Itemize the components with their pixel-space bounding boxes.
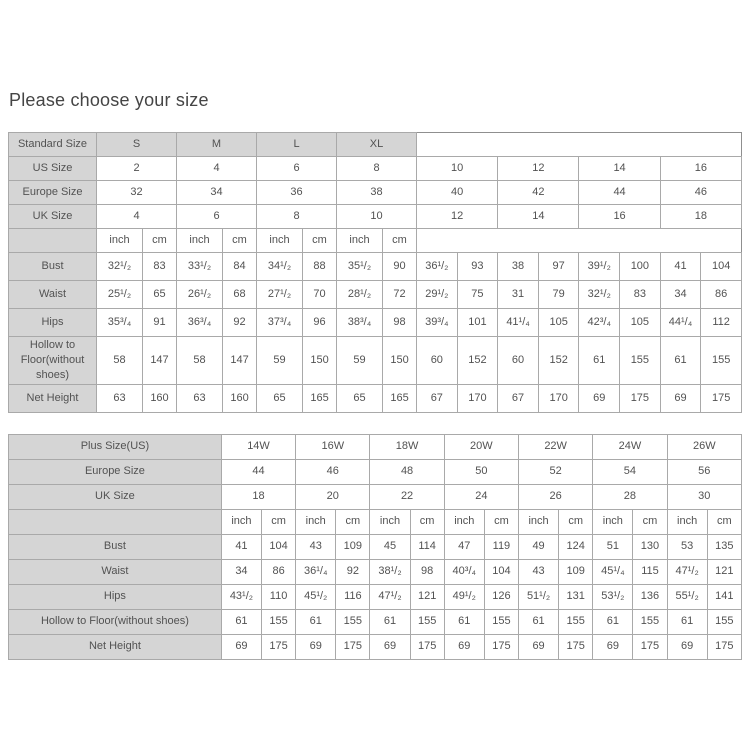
measure-value: 170 <box>538 384 579 412</box>
measure-value: 37³/₄ <box>257 309 303 337</box>
measure-value: 34 <box>221 559 261 584</box>
measure-value: 35¹/₂ <box>337 253 383 281</box>
unit-cm-label: cm <box>410 509 444 534</box>
measure-value: 49¹/₂ <box>444 584 484 609</box>
measure-value: 69 <box>660 384 701 412</box>
measure-value: 49 <box>518 534 558 559</box>
measure-value: 59 <box>257 337 303 385</box>
measure-value: 175 <box>559 634 593 659</box>
measure-value: 69 <box>579 384 620 412</box>
table-row <box>9 205 742 229</box>
measure-value: 69 <box>593 634 633 659</box>
measure-value: 65 <box>143 281 177 309</box>
plus-size-tbody <box>9 434 742 659</box>
table-row <box>9 559 742 584</box>
measure-value: 70 <box>303 281 337 309</box>
size-value: 42 <box>498 181 579 205</box>
measure-value: 175 <box>336 634 370 659</box>
measure-value: 45¹/₄ <box>593 559 633 584</box>
measure-value: 98 <box>410 559 444 584</box>
measure-value: 40³/₄ <box>444 559 484 584</box>
measure-value: 61 <box>370 609 410 634</box>
size-value: 34 <box>177 181 257 205</box>
table-row <box>9 459 742 484</box>
unit-inch-label: inch <box>518 509 558 534</box>
measure-value: 61 <box>518 609 558 634</box>
measure-value: 131 <box>559 584 593 609</box>
table-row <box>9 484 742 509</box>
measure-value: 101 <box>457 309 498 337</box>
measure-value: 90 <box>383 253 417 281</box>
row-label: Hips <box>9 584 222 609</box>
row-label: Waist <box>9 559 222 584</box>
measure-value: 112 <box>701 309 742 337</box>
measure-value: 58 <box>177 337 223 385</box>
size-value: 30 <box>667 484 741 509</box>
size-value: 14 <box>579 157 660 181</box>
measure-value: 109 <box>559 559 593 584</box>
size-value: 40 <box>417 181 498 205</box>
measure-value: 155 <box>559 609 593 634</box>
unit-inch-label: inch <box>257 229 303 253</box>
row-label: Europe Size <box>9 459 222 484</box>
size-group-header: 18W <box>370 434 444 459</box>
measure-value: 121 <box>410 584 444 609</box>
corner-label: Standard Size <box>9 133 97 157</box>
size-value: 22 <box>370 484 444 509</box>
measure-value: 34 <box>660 281 701 309</box>
size-group-header: 24W <box>593 434 667 459</box>
size-value: 12 <box>417 205 498 229</box>
size-value: 10 <box>337 205 417 229</box>
measure-value: 61 <box>579 337 620 385</box>
measure-value: 69 <box>221 634 261 659</box>
measure-value: 175 <box>410 634 444 659</box>
measure-value: 105 <box>538 309 579 337</box>
measure-value: 51 <box>593 534 633 559</box>
measure-value: 72 <box>383 281 417 309</box>
measure-value: 53¹/₂ <box>593 584 633 609</box>
measure-value: 32¹/₂ <box>97 253 143 281</box>
row-label: Europe Size <box>9 181 97 205</box>
size-value: 4 <box>177 157 257 181</box>
table-row <box>9 281 742 309</box>
measure-value: 39³/₄ <box>417 309 458 337</box>
measure-value: 175 <box>701 384 742 412</box>
measure-value: 88 <box>303 253 337 281</box>
table-row <box>9 133 742 157</box>
measure-value: 29¹/₂ <box>417 281 458 309</box>
unit-inch-label: inch <box>444 509 484 534</box>
size-value: 10 <box>417 157 498 181</box>
unit-inch-label: inch <box>221 509 261 534</box>
measure-value: 83 <box>143 253 177 281</box>
measure-value: 175 <box>633 634 667 659</box>
row-label: Net Height <box>9 384 97 412</box>
measure-value: 93 <box>457 253 498 281</box>
measure-value: 27¹/₂ <box>257 281 303 309</box>
row-label: Net Height <box>9 634 222 659</box>
measure-value: 65 <box>257 384 303 412</box>
unit-inch-label: inch <box>593 509 633 534</box>
measure-value: 55¹/₂ <box>667 584 707 609</box>
table-row <box>9 309 742 337</box>
plus-size-table <box>8 434 742 660</box>
measure-value: 61 <box>444 609 484 634</box>
measure-value: 96 <box>303 309 337 337</box>
size-value: 16 <box>579 205 660 229</box>
size-value: 6 <box>177 205 257 229</box>
measure-value: 160 <box>143 384 177 412</box>
table-row <box>9 584 742 609</box>
measure-value: 110 <box>262 584 296 609</box>
measure-value: 152 <box>538 337 579 385</box>
measure-value: 114 <box>410 534 444 559</box>
measure-value: 86 <box>701 281 742 309</box>
unit-inch-label: inch <box>370 509 410 534</box>
measure-value: 155 <box>484 609 518 634</box>
measure-value: 31 <box>498 281 539 309</box>
size-value: 12 <box>498 157 579 181</box>
measure-value: 67 <box>417 384 458 412</box>
measure-value: 45¹/₂ <box>296 584 336 609</box>
measure-value: 25¹/₂ <box>97 281 143 309</box>
measure-value: 150 <box>383 337 417 385</box>
measure-value: 41 <box>660 253 701 281</box>
page-title: Please choose your size <box>9 90 209 110</box>
measure-value: 36³/₄ <box>177 309 223 337</box>
measure-value: 160 <box>223 384 257 412</box>
unit-inch-label: inch <box>296 509 336 534</box>
size-value: 16 <box>660 157 741 181</box>
size-group-header: 20W <box>444 434 518 459</box>
table-row <box>9 634 742 659</box>
measure-value: 130 <box>633 534 667 559</box>
measure-value: 61 <box>221 609 261 634</box>
measure-value: 104 <box>262 534 296 559</box>
size-value: 4 <box>97 205 177 229</box>
measure-value: 61 <box>660 337 701 385</box>
measure-value: 34¹/₂ <box>257 253 303 281</box>
measure-value: 165 <box>383 384 417 412</box>
measure-value: 65 <box>337 384 383 412</box>
measure-value: 60 <box>498 337 539 385</box>
measure-value: 69 <box>667 634 707 659</box>
standard-size-tbody <box>9 133 742 413</box>
measure-value: 68 <box>223 281 257 309</box>
measure-value: 98 <box>383 309 417 337</box>
size-value: 54 <box>593 459 667 484</box>
measure-value: 135 <box>707 534 741 559</box>
measure-value: 69 <box>444 634 484 659</box>
size-value: 56 <box>667 459 741 484</box>
measure-value: 58 <box>97 337 143 385</box>
measure-value: 63 <box>97 384 143 412</box>
measure-value: 33¹/₂ <box>177 253 223 281</box>
measure-value: 38³/₄ <box>337 309 383 337</box>
table-row <box>9 384 742 412</box>
measure-value: 155 <box>633 609 667 634</box>
table-row <box>9 337 742 385</box>
measure-value: 61 <box>296 609 336 634</box>
size-value: 18 <box>221 484 295 509</box>
measure-value: 47 <box>444 534 484 559</box>
measure-value: 53 <box>667 534 707 559</box>
row-label: Waist <box>9 281 97 309</box>
measure-value: 116 <box>336 584 370 609</box>
measure-value: 61 <box>667 609 707 634</box>
measure-value: 155 <box>336 609 370 634</box>
size-value: 2 <box>97 157 177 181</box>
size-value: 44 <box>221 459 295 484</box>
measure-value: 150 <box>303 337 337 385</box>
unit-inch-label: inch <box>667 509 707 534</box>
measure-value: 75 <box>457 281 498 309</box>
row-label: UK Size <box>9 205 97 229</box>
measure-value: 155 <box>620 337 661 385</box>
unit-cm-label: cm <box>484 509 518 534</box>
measure-value: 97 <box>538 253 579 281</box>
size-value: 36 <box>257 181 337 205</box>
measure-value: 35³/₄ <box>97 309 143 337</box>
measure-value: 26¹/₂ <box>177 281 223 309</box>
table-row <box>9 534 742 559</box>
measure-value: 175 <box>707 634 741 659</box>
row-label: Hips <box>9 309 97 337</box>
measure-value: 67 <box>498 384 539 412</box>
measure-value: 121 <box>707 559 741 584</box>
size-group-header: 26W <box>667 434 741 459</box>
unit-cm-label: cm <box>633 509 667 534</box>
size-group-header: 14W <box>221 434 295 459</box>
size-value: 20 <box>296 484 370 509</box>
measure-value: 126 <box>484 584 518 609</box>
measure-value: 39¹/₂ <box>579 253 620 281</box>
table-row <box>9 229 742 253</box>
measure-value: 51¹/₂ <box>518 584 558 609</box>
measure-value: 69 <box>296 634 336 659</box>
corner-label: Plus Size(US) <box>9 434 222 459</box>
measure-value: 92 <box>223 309 257 337</box>
measure-value: 47¹/₂ <box>370 584 410 609</box>
measure-value: 36¹/₂ <box>417 253 458 281</box>
size-value: 32 <box>97 181 177 205</box>
size-value: 18 <box>660 205 741 229</box>
measure-value: 60 <box>417 337 458 385</box>
measure-value: 141 <box>707 584 741 609</box>
measure-value: 104 <box>484 559 518 584</box>
unit-cm-label: cm <box>223 229 257 253</box>
measure-value: 61 <box>593 609 633 634</box>
measure-value: 115 <box>633 559 667 584</box>
size-value: 26 <box>518 484 592 509</box>
measure-value: 175 <box>484 634 518 659</box>
size-value: 50 <box>444 459 518 484</box>
measure-value: 45 <box>370 534 410 559</box>
row-label: Hollow to Floor(without shoes) <box>9 609 222 634</box>
measure-value: 79 <box>538 281 579 309</box>
table-row <box>9 609 742 634</box>
table-row <box>9 253 742 281</box>
measure-value: 43 <box>518 559 558 584</box>
measure-value: 44¹/₄ <box>660 309 701 337</box>
measure-value: 41¹/₄ <box>498 309 539 337</box>
measure-value: 43¹/₂ <box>221 584 261 609</box>
measure-value: 124 <box>559 534 593 559</box>
row-label: US Size <box>9 157 97 181</box>
unit-inch-label: inch <box>177 229 223 253</box>
measure-value: 155 <box>701 337 742 385</box>
measure-value: 175 <box>620 384 661 412</box>
measure-value: 119 <box>484 534 518 559</box>
size-group-header: 22W <box>518 434 592 459</box>
table-row <box>9 157 742 181</box>
size-group-header: S <box>97 133 177 157</box>
unit-cm-label: cm <box>303 229 337 253</box>
unit-cm-label: cm <box>559 509 593 534</box>
measure-value: 38 <box>498 253 539 281</box>
size-group-header: M <box>177 133 257 157</box>
size-value: 44 <box>579 181 660 205</box>
measure-value: 104 <box>701 253 742 281</box>
standard-size-table <box>8 132 742 413</box>
size-value: 46 <box>660 181 741 205</box>
measure-value: 84 <box>223 253 257 281</box>
table-row <box>9 509 742 534</box>
unit-corner <box>9 509 222 534</box>
measure-value: 83 <box>620 281 661 309</box>
unit-cm-label: cm <box>262 509 296 534</box>
measure-value: 155 <box>707 609 741 634</box>
size-group-header: XL <box>337 133 417 157</box>
measure-value: 155 <box>410 609 444 634</box>
measure-value: 155 <box>262 609 296 634</box>
measure-value: 147 <box>143 337 177 385</box>
measure-value: 28¹/₂ <box>337 281 383 309</box>
size-value: 38 <box>337 181 417 205</box>
size-value: 46 <box>296 459 370 484</box>
measure-value: 41 <box>221 534 261 559</box>
measure-value: 43 <box>296 534 336 559</box>
measure-value: 170 <box>457 384 498 412</box>
size-value: 52 <box>518 459 592 484</box>
table-row <box>9 434 742 459</box>
measure-value: 152 <box>457 337 498 385</box>
size-value: 48 <box>370 459 444 484</box>
unit-cm-label: cm <box>336 509 370 534</box>
measure-value: 109 <box>336 534 370 559</box>
measure-value: 36¹/₄ <box>296 559 336 584</box>
unit-cm-label: cm <box>707 509 741 534</box>
measure-value: 105 <box>620 309 661 337</box>
measure-value: 42³/₄ <box>579 309 620 337</box>
measure-value: 86 <box>262 559 296 584</box>
size-value: 6 <box>257 157 337 181</box>
measure-value: 69 <box>518 634 558 659</box>
measure-value: 175 <box>262 634 296 659</box>
table-row <box>9 181 742 205</box>
measure-value: 38¹/₂ <box>370 559 410 584</box>
row-label: Hollow to Floor(without shoes) <box>9 337 97 385</box>
size-value: 28 <box>593 484 667 509</box>
size-value: 24 <box>444 484 518 509</box>
measure-value: 91 <box>143 309 177 337</box>
measure-value: 100 <box>620 253 661 281</box>
measure-value: 165 <box>303 384 337 412</box>
size-value: 8 <box>257 205 337 229</box>
size-value: 14 <box>498 205 579 229</box>
size-group-header: 16W <box>296 434 370 459</box>
unit-cm-label: cm <box>383 229 417 253</box>
row-label: Bust <box>9 534 222 559</box>
unit-cm-label: cm <box>143 229 177 253</box>
measure-value: 136 <box>633 584 667 609</box>
measure-value: 92 <box>336 559 370 584</box>
row-label: Bust <box>9 253 97 281</box>
measure-value: 32¹/₂ <box>579 281 620 309</box>
measure-value: 147 <box>223 337 257 385</box>
unit-corner <box>9 229 97 253</box>
unit-inch-label: inch <box>337 229 383 253</box>
measure-value: 59 <box>337 337 383 385</box>
unit-inch-label: inch <box>97 229 143 253</box>
measure-value: 69 <box>370 634 410 659</box>
size-value: 8 <box>337 157 417 181</box>
measure-value: 47¹/₂ <box>667 559 707 584</box>
row-label: UK Size <box>9 484 222 509</box>
size-group-header: L <box>257 133 337 157</box>
measure-value: 63 <box>177 384 223 412</box>
